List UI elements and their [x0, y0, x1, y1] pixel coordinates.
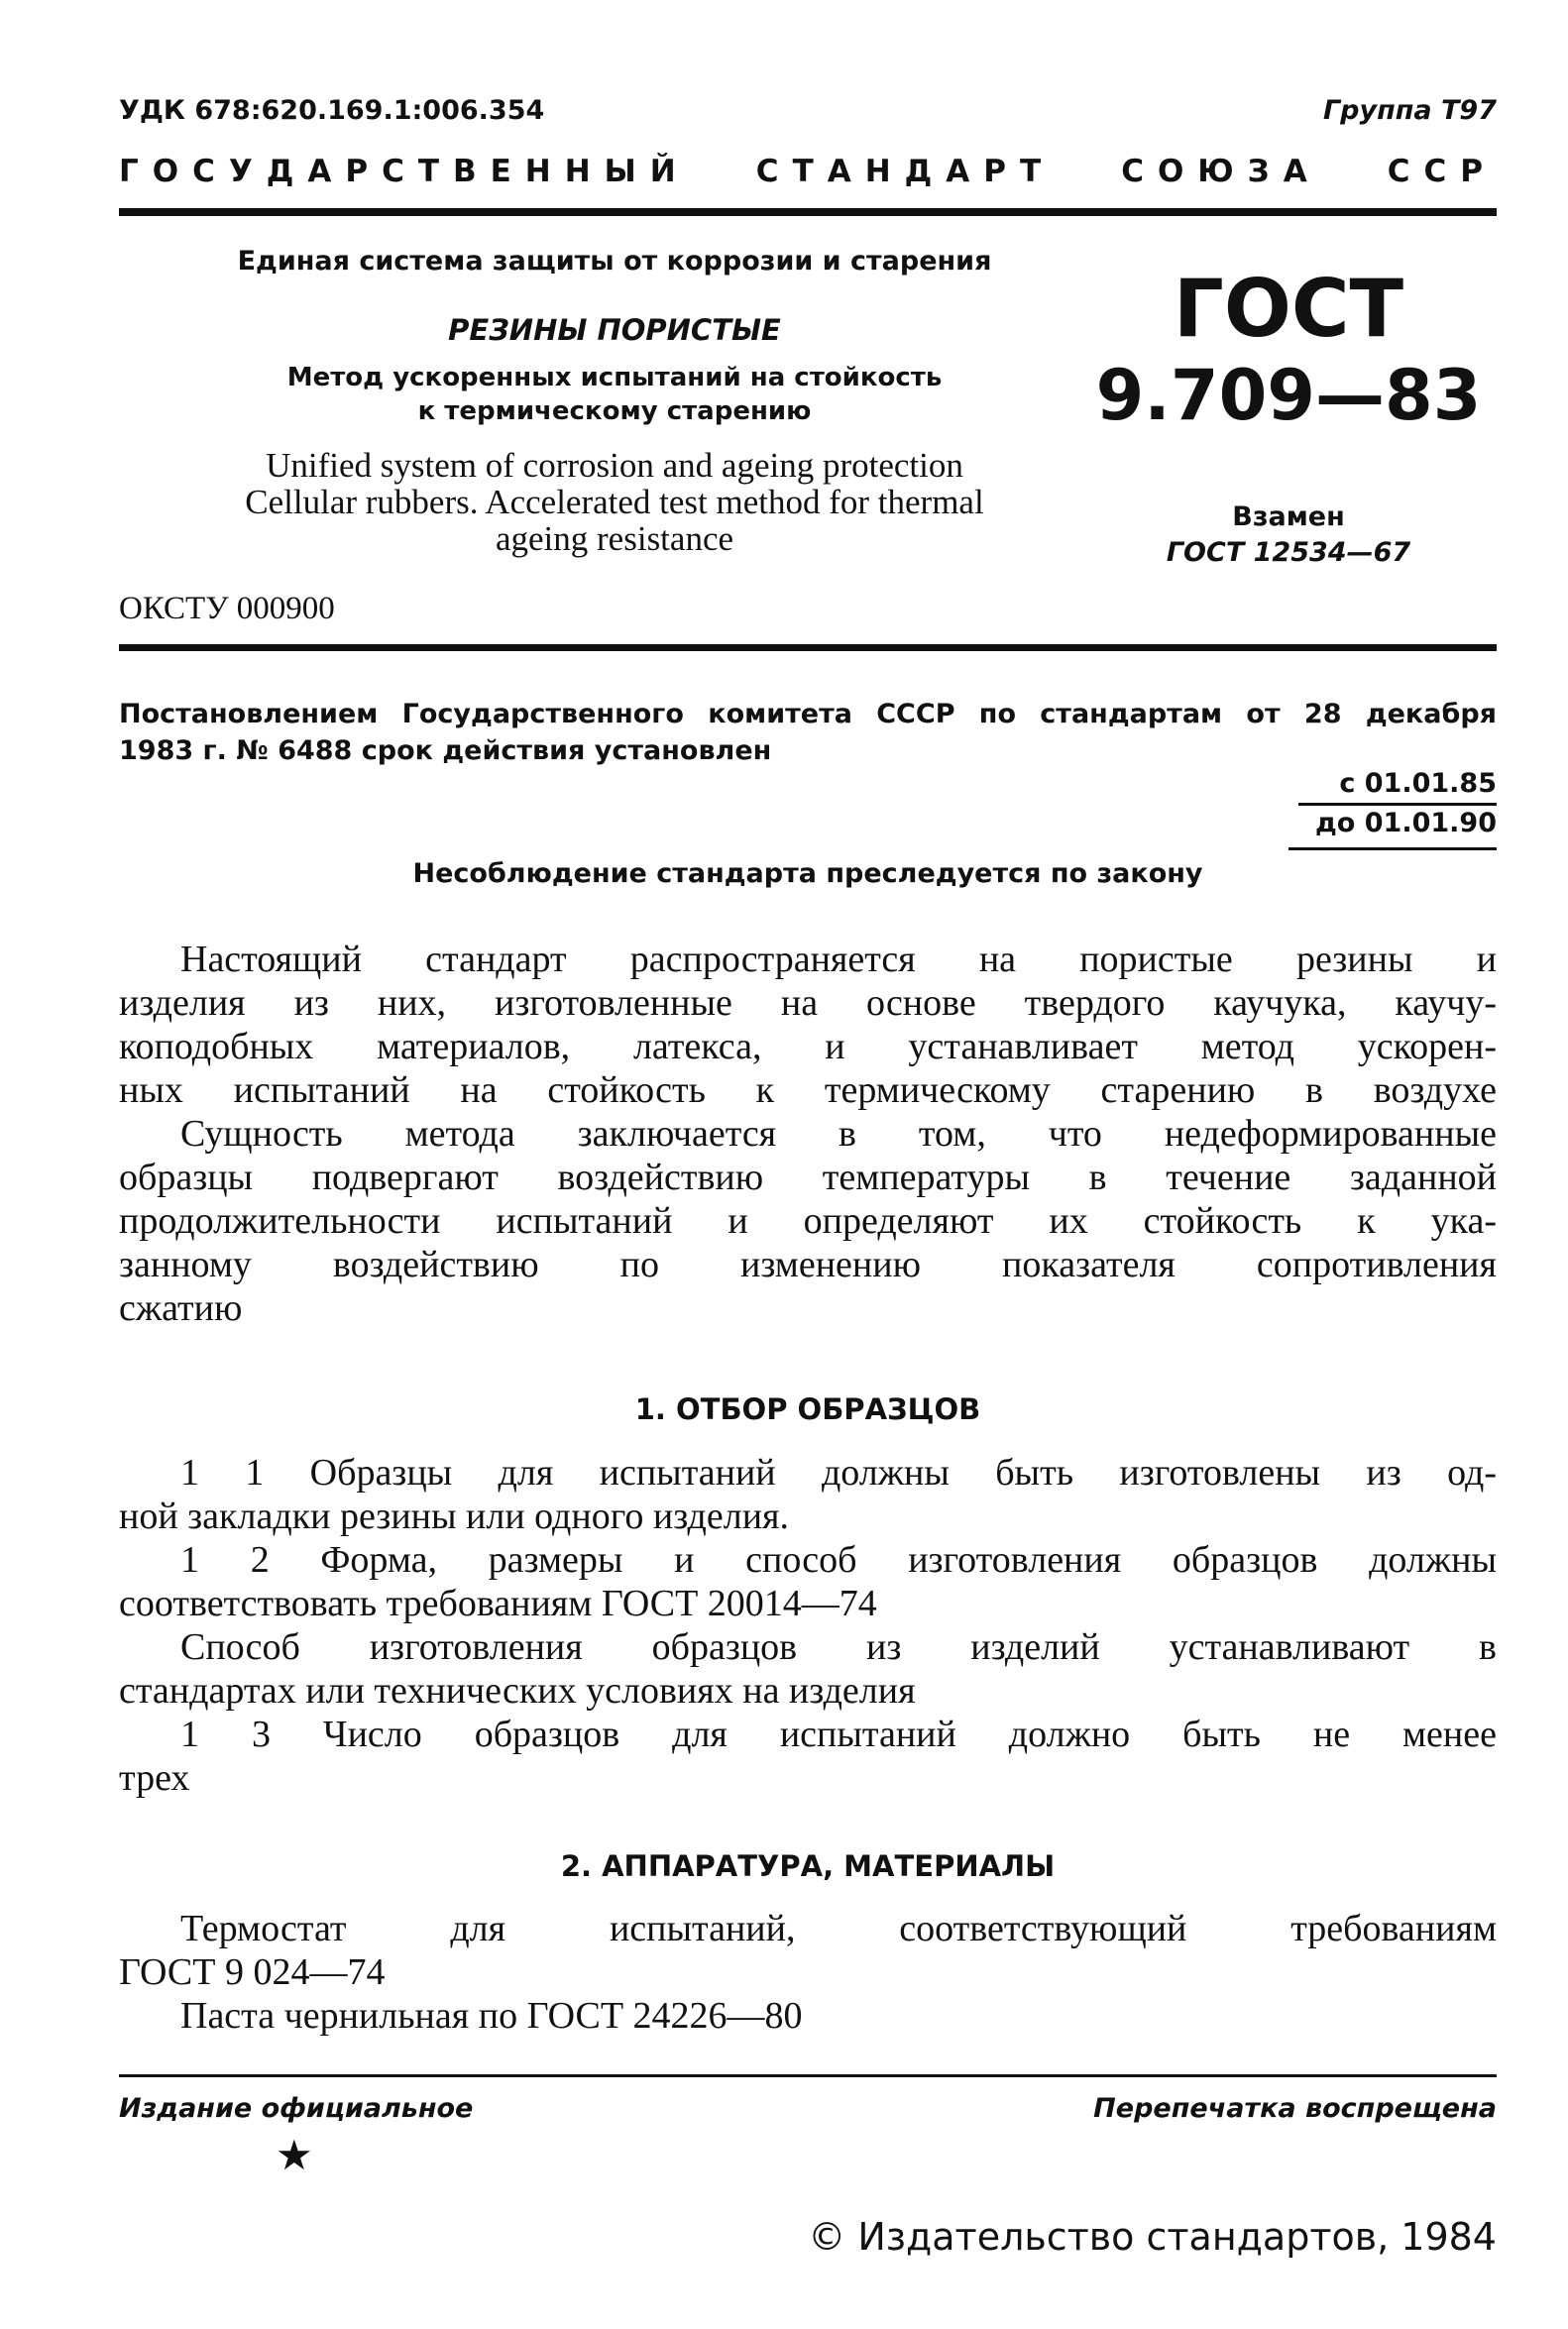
- reprint-prohibited: Перепечатка воспрещена: [1093, 2093, 1497, 2124]
- clause-1-1-line2: ной закладки резины или одного изделия.: [119, 1496, 790, 1537]
- english-title-line2: Cellular rubbers. Accelerated test method for thermal: [245, 483, 984, 521]
- section1-heading: 1. ОТБОР ОБРАЗЦОВ: [634, 1392, 981, 1426]
- system-title: Единая система защиты от коррозии и старения: [237, 246, 992, 277]
- intro-p2-line2: образцы подвергают воздействию температуры в течение заданной: [119, 1157, 1497, 1198]
- english-title-line3: ageing resistance: [495, 519, 734, 558]
- state-standard-banner: ГОСУДАРСТВЕННЫЙ СТАНДАРТ СОЮЗА ССР: [119, 154, 1497, 189]
- clause-1-2-line1: 1 2 Форма, размеры и способ изготовления образцов должны: [180, 1539, 1497, 1581]
- clause-1-2b-line2: стандартах или технических условиях на изделия: [119, 1670, 916, 1712]
- clause-1-3-line2: трех: [119, 1757, 190, 1799]
- title-block-rule: [119, 644, 1497, 651]
- intro-p2-line3: продолжительности испытаний и определяют их стойкость к ука-: [119, 1200, 1497, 1242]
- standard-title: РЕЗИНЫ ПОРИСТЫЕ: [448, 313, 781, 347]
- footer-rule: [119, 2074, 1497, 2077]
- gost-label: ГОСТ: [1173, 263, 1404, 355]
- valid-to: до 01.01.90: [1315, 808, 1497, 838]
- ink-paste-line: Паста чернильная по ГОСТ 24226—80: [180, 1995, 803, 2037]
- star-icon: ★: [276, 2131, 313, 2179]
- intro-p1-line2: изделия из них, изготовленные на основе твердого каучука, каучу-: [119, 982, 1497, 1024]
- publisher-copyright: © Издательство стандартов, 1984: [808, 2215, 1497, 2259]
- english-title-line1: Unified system of corrosion and ageing protection: [266, 446, 963, 485]
- clause-1-2b-line1: Способ изготовления образцов из изделий устанавливают в: [180, 1626, 1497, 1668]
- intro-p2-line4: занному воздействию по изменению показателя сопротивления: [119, 1244, 1497, 1285]
- intro-p2-line1: Сущность метода заключается в том, что недеформированные: [180, 1113, 1497, 1155]
- validity-underline: [1288, 847, 1497, 850]
- validity-divider: [1298, 803, 1497, 806]
- section2-text: [119, 1907, 1497, 2038]
- decree-line2: 1983 г. № 6488 срок действия установлен: [119, 735, 772, 766]
- group-code: Группа Т97: [1322, 95, 1497, 126]
- okstu-code: ОКСТУ 000900: [119, 591, 335, 626]
- intro-p2-line5: сжатию: [119, 1287, 243, 1329]
- header-rule: [119, 208, 1497, 216]
- legal-notice: Несоблюдение стандарта преследуется по закону: [412, 858, 1203, 889]
- thermostat-line2: ГОСТ 9 024—74: [119, 1951, 386, 1993]
- thermostat-line1: Термостат для испытаний, соответствующий требованиям: [180, 1908, 1497, 1949]
- replaces-value: ГОСТ 12534—67: [1166, 537, 1411, 568]
- intro-p1-line4: ных испытаний на стойкость к термическому старению в воздухе: [119, 1069, 1497, 1111]
- clause-1-3-line1: 1 3 Число образцов для испытаний должно быть не менее: [180, 1714, 1497, 1755]
- replaces-label: Взамен: [1232, 501, 1345, 532]
- clause-1-2-line2: соответствовать требованиям ГОСТ 20014—74: [119, 1583, 877, 1624]
- standard-subtitle-line1: Метод ускоренных испытаний на стойкость: [286, 363, 943, 392]
- intro-text: [119, 938, 1497, 1330]
- official-edition: Издание официальное: [119, 2093, 474, 2124]
- clause-1-1-line1: 1 1 Образцы для испытаний должны быть изготовлены из од-: [180, 1452, 1497, 1494]
- valid-from: с 01.01.85: [1339, 768, 1497, 799]
- intro-p1-line3: коподобных материалов, латекса, и устанавливает метод ускорен-: [119, 1026, 1497, 1067]
- intro-p1-line1: Настоящий стандарт распространяется на пористые резины и: [180, 939, 1497, 980]
- decree-line1: Постановлением Государственного комитета СССР по стандартам от 28 декабря: [119, 699, 1497, 729]
- gost-number: 9.709—83: [1095, 355, 1482, 436]
- standard-subtitle-line2: к термическому старению: [417, 396, 812, 426]
- section1-text: [119, 1451, 1497, 1800]
- udk-code: УДК 678:620.169.1:006.354: [119, 95, 545, 126]
- section2-heading: 2. АППАРАТУРА, МАТЕРИАЛЫ: [560, 1849, 1056, 1883]
